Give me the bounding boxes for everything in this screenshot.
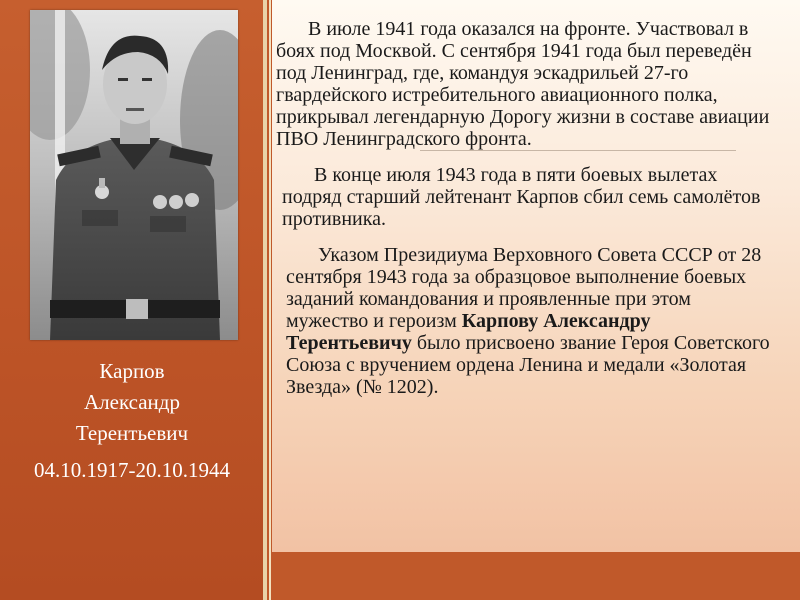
portrait-photo xyxy=(30,10,238,340)
paragraph-front: В июле 1941 года оказался на фронте. Участвовал в боях под Москвой. С сентября 1941 года был переведён под Ленинград, где, командуя эскадрильей 27-го гвардейского истребительного авиационного полка, прикрывал легендарную Дорогу жизни в составе авиации ПВО Ленинградского фронта. xyxy=(276,18,770,150)
divider-line xyxy=(263,0,267,600)
life-dates: 04.10.1917-20.10.1944 xyxy=(34,458,230,482)
paragraph-award xyxy=(276,244,776,398)
bottom-band xyxy=(272,552,800,600)
patronymic: Терентьевич xyxy=(75,421,189,445)
award-text-end: было присвоено звание Героя Советского Союза с вручением ордена Ленина и медали «Золотая Звезда» (№ 1202). xyxy=(286,332,770,398)
divider-line-secondary xyxy=(269,0,271,600)
decorative-line xyxy=(420,150,736,151)
biography-text xyxy=(276,18,776,412)
person-info xyxy=(0,356,264,486)
first-name: Александр xyxy=(84,390,180,414)
award-text-start: Указом Президиума Верховного Совета СССР от 28 сентября 1943 года за образцовое выполнение боевых заданий командования и проявленные при этом мужество и героизм xyxy=(286,244,762,332)
hero-name: Карпову Александру Терентьевичу xyxy=(286,310,651,354)
surname: Карпов xyxy=(99,359,165,383)
paragraph-victories: В конце июля 1943 года в пяти боевых вылетах подряд старший лейтенант Карпов сбил семь самолётов противника. xyxy=(282,164,761,230)
